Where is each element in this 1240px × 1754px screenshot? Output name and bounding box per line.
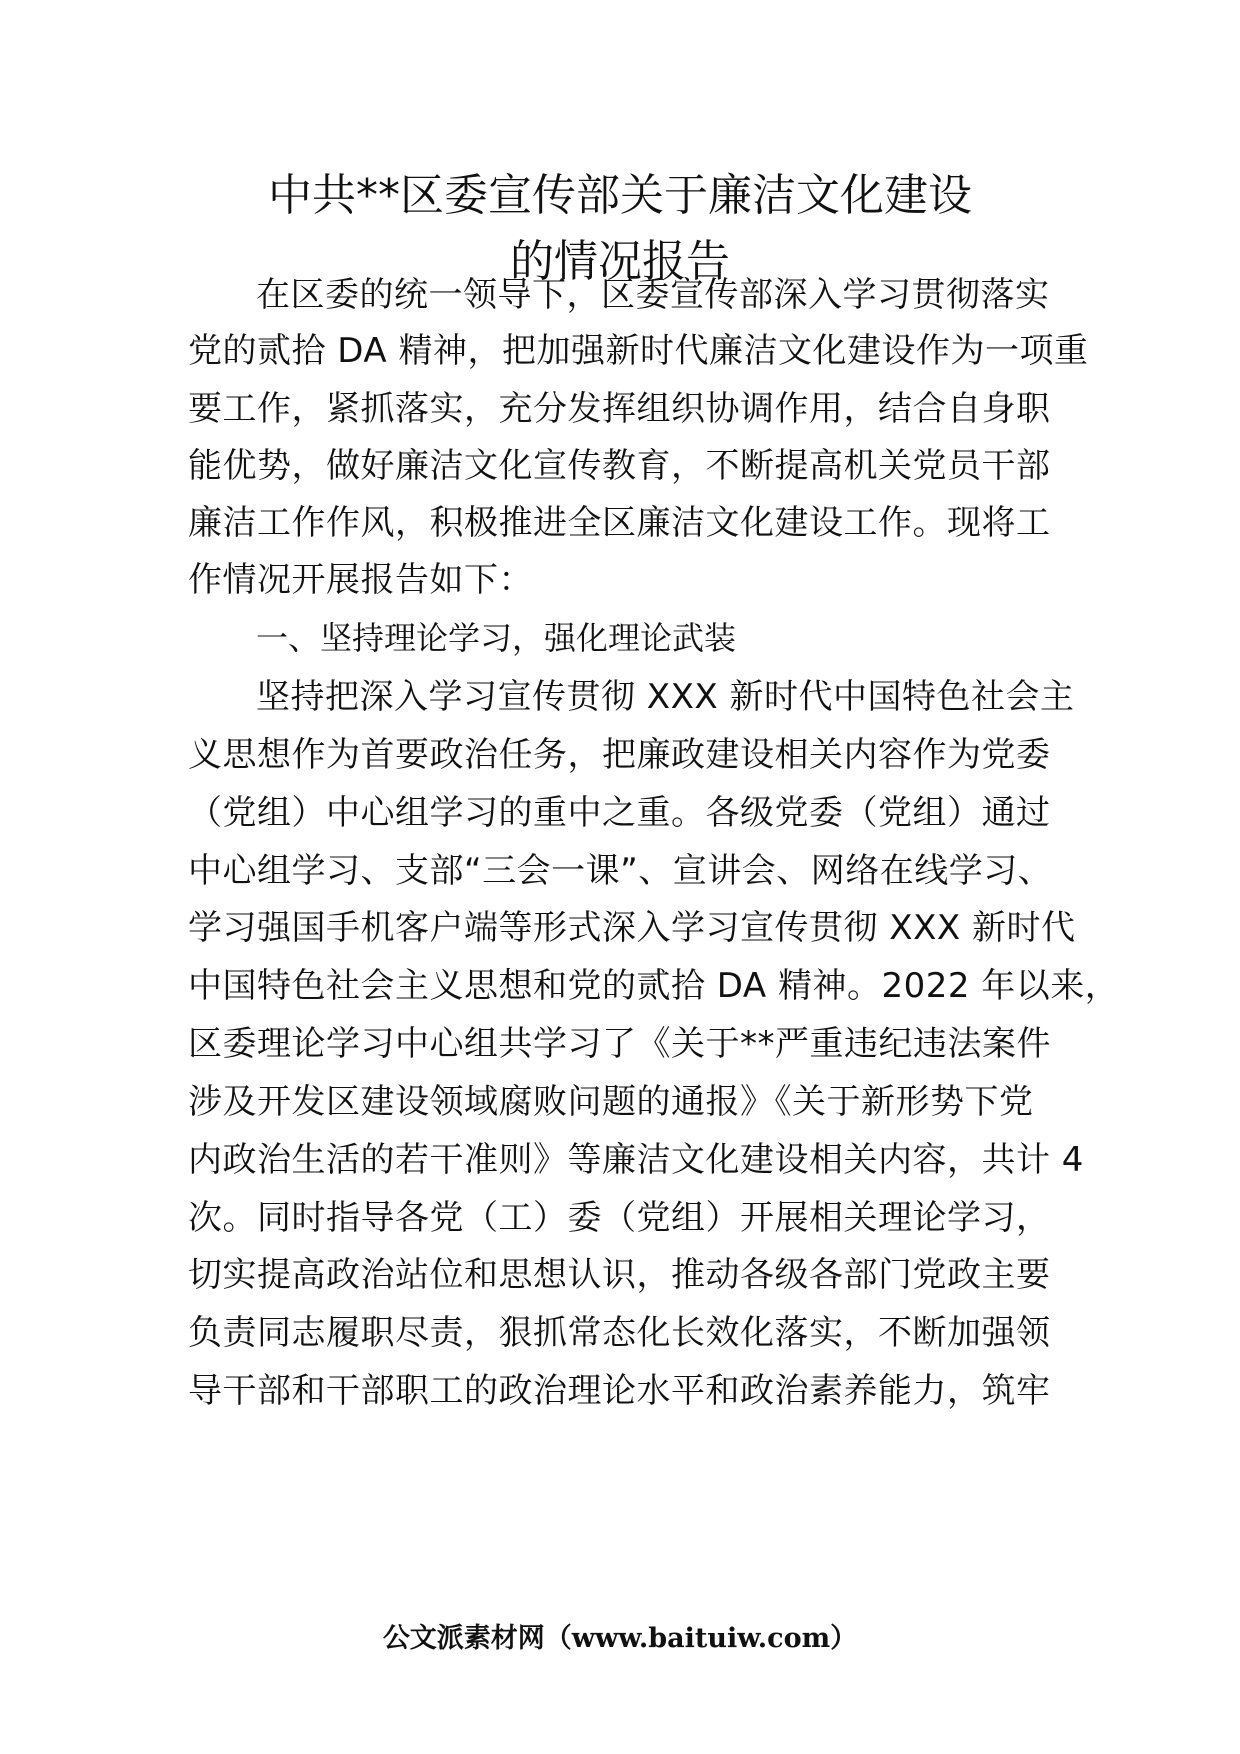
footer-watermark: 公文派素材网（www.baituiw.com） bbox=[382, 1623, 858, 1654]
paragraph-2-line-12: 负责同志履职尽责，狠抓常态化长效化落实，不断加强领 bbox=[188, 1313, 1051, 1353]
paragraph-1-line-4: 能优势，做好廉洁文化宣传教育，不断提高机关党员干部 bbox=[188, 446, 1051, 486]
paragraph-2-line-1: 坚持把深入学习宣传贯彻 XXX 新时代中国特色社会主 bbox=[256, 677, 1075, 717]
paragraph-1-line-1: 在区委的统一领导下，区委宣传部深入学习贯彻落实 bbox=[256, 275, 1050, 315]
paragraph-2-line-6: 中国特色社会主义思想和党的贰拾 DA 精神。2022 年以来， bbox=[188, 966, 1120, 1006]
document-title-line-2: 的情况报告 bbox=[510, 236, 730, 287]
paragraph-2-line-4: 中心组学习、支部“三会一课”、宣讲会、网络在线学习、 bbox=[188, 851, 1053, 891]
paragraph-2-line-7: 区委理论学习中心组共学习了《关于**严重违纪违法案件 bbox=[188, 1024, 1051, 1064]
paragraph-1-line-3: 要工作，紧抓落实，充分发挥组织协调作用，结合自身职 bbox=[188, 389, 1051, 429]
paragraph-2-line-3: （党组）中心组学习的重中之重。各级党委（党组）通过 bbox=[188, 793, 1051, 833]
paragraph-2-line-11: 切实提高政治站位和思想认识，推动各级各部门党政主要 bbox=[188, 1255, 1051, 1295]
paragraph-1-line-2: 党的贰拾 DA 精神，把加强新时代廉洁文化建设作为一项重 bbox=[188, 331, 1089, 371]
paragraph-2-line-2: 义思想作为首要政治任务，把廉政建设相关内容作为党委 bbox=[188, 735, 1051, 775]
paragraph-2-line-5: 学习强国手机客户端等形式深入学习宣传贯彻 XXX 新时代 bbox=[188, 908, 1076, 948]
paragraph-1-line-6: 作情况开展报告如下： bbox=[188, 560, 533, 600]
section-heading-1: 一、坚持理论学习，强化理论武装 bbox=[256, 619, 737, 657]
paragraph-1-line-5: 廉洁工作作风，积极推进全区廉洁文化建设工作。现将工 bbox=[188, 503, 1051, 543]
paragraph-2-line-10: 次。同时指导各党（工）委（党组）开展相关理论学习， bbox=[188, 1198, 1051, 1238]
document-title-line-1: 中共**区委宣传部关于廉洁文化建设 bbox=[268, 170, 972, 221]
paragraph-2-line-8: 涉及开发区建设领域腐败问题的通报》《关于新形势下党 bbox=[188, 1082, 1034, 1122]
paragraph-2-line-9: 内政治生活的若干准则》等廉洁文化建设相关内容，共计 4 bbox=[188, 1140, 1084, 1180]
paragraph-2-line-13: 导干部和干部职工的政治理论水平和政治素养能力，筑牢 bbox=[188, 1371, 1051, 1411]
